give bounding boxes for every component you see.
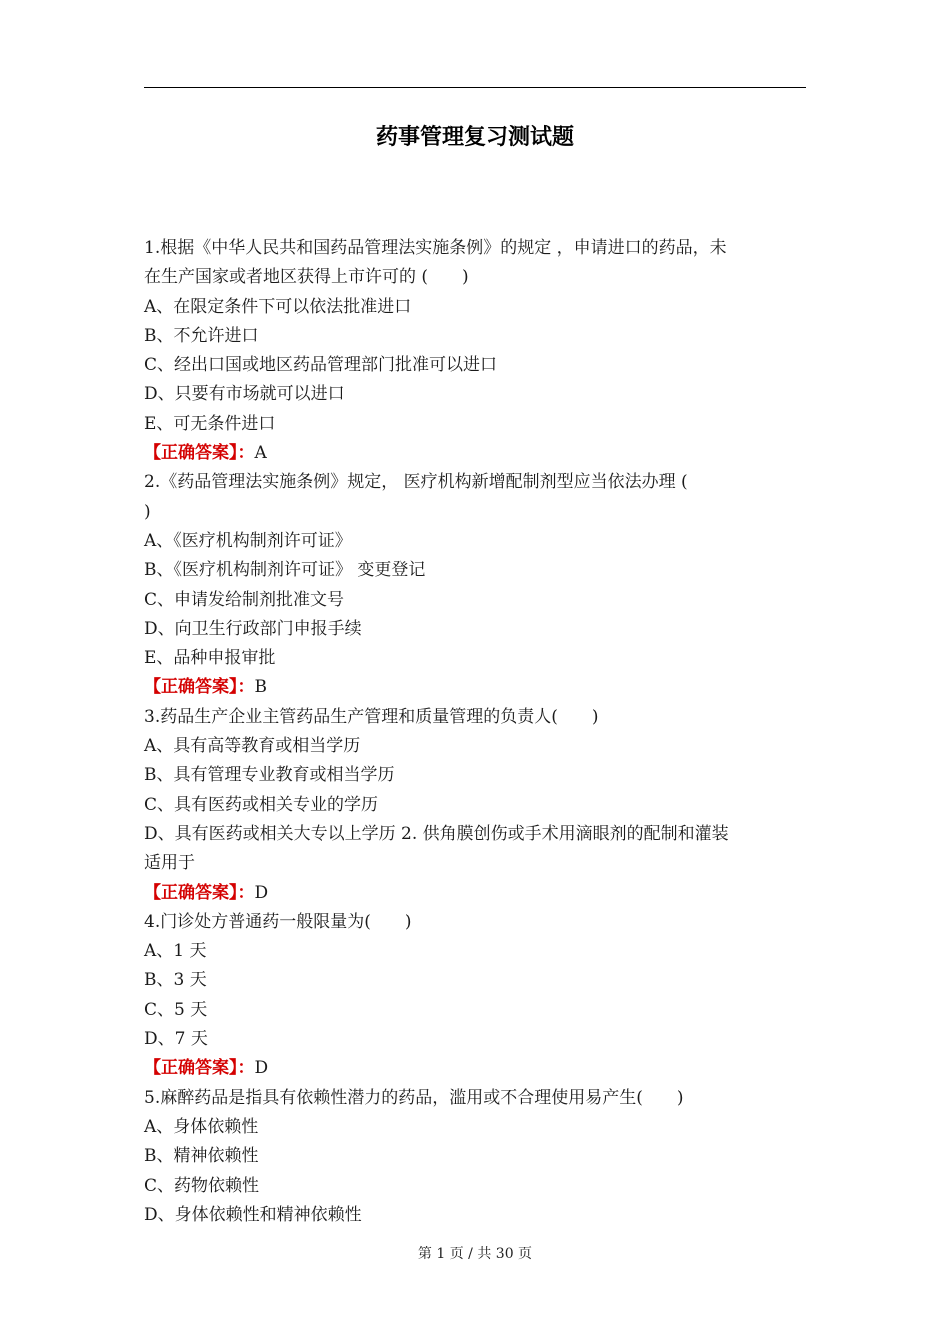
- question: [144, 703, 808, 908]
- document-title: 药事管理复习测试题: [375, 125, 574, 150]
- option-a: A、在限定条件下可以依法批准进口: [144, 296, 412, 317]
- option-a: A、《医疗机构制剂许可证》: [144, 530, 352, 551]
- question-stem-line: 在生产国家或者地区获得上市许可的 ( ): [144, 267, 469, 288]
- question-stem-line: ): [144, 501, 151, 522]
- question-stem-line: 4.门诊处方普通药一般限量为( ): [144, 911, 412, 932]
- option-b: B、不允许进口: [144, 325, 259, 346]
- question: [144, 234, 808, 468]
- answer-value: D: [254, 1058, 269, 1079]
- option-c: C、申请发给制剂批准文号: [144, 589, 345, 610]
- question-stem-line: 3.药品生产企业主管药品生产管理和质量管理的负责人( ): [144, 706, 599, 727]
- option-b: B、精神依赖性: [144, 1146, 259, 1167]
- answer-line: [144, 439, 808, 468]
- header-rule: [144, 87, 806, 88]
- option-b: B、具有管理专业教育或相当学历: [144, 765, 395, 786]
- answer-value: B: [254, 677, 267, 698]
- option-b: B、3 天: [144, 970, 207, 991]
- option-d: D、具有医药或相关大专以上学历 2. 供角膜创伤或手术用滴眼剂的配制和灌装: [144, 823, 729, 844]
- option-d: D、向卫生行政部门申报手续: [144, 618, 362, 639]
- question-stem-line: 5.麻醉药品是指具有依赖性潜力的药品，滥用或不合理使用易产生( ): [144, 1087, 684, 1108]
- answer-label: 【正确答案】：: [144, 1058, 255, 1079]
- question-stem-line: 1.根据《中华人民共和国药品管理法实施条例》的规定 ，申请进口的药品，未: [144, 238, 727, 258]
- question: [144, 908, 808, 1084]
- answer-value: D: [254, 882, 269, 903]
- question: [144, 1084, 808, 1230]
- option-b: B、《医疗机构制剂许可证》 变更登记: [144, 560, 426, 581]
- option-e: E、品种申报审批: [144, 648, 276, 669]
- option-e: E、可无条件进口: [144, 413, 276, 434]
- option-c: C、药物依赖性: [144, 1175, 260, 1196]
- answer-value: A: [254, 443, 267, 464]
- option-d: D、只要有市场就可以进口: [144, 384, 345, 405]
- option-a: A、身体依赖性: [144, 1116, 259, 1137]
- option-d-continuation: 适用于: [144, 853, 195, 874]
- option-a: A、1 天: [144, 941, 207, 962]
- question: [144, 468, 808, 702]
- option-c: C、5 天: [144, 999, 208, 1020]
- option-c: C、具有医药或相关专业的学历: [144, 794, 379, 815]
- option-d: D、身体依赖性和精神依赖性: [144, 1204, 362, 1225]
- answer-line: [144, 879, 808, 908]
- question-stem-line: 2.《药品管理法实施条例》规定， 医疗机构新增配制剂型应当依法办理 (: [144, 472, 688, 493]
- answer-label: 【正确答案】：: [144, 882, 255, 903]
- option-c: C、经出口国或地区药品管理部门批准可以进口: [144, 355, 498, 376]
- page-number: 第 1 页 / 共 30 页: [417, 1246, 533, 1262]
- answer-label: 【正确答案】：: [144, 443, 255, 464]
- answer-line: [144, 1054, 808, 1083]
- answer-line: [144, 673, 808, 702]
- option-d: D、7 天: [144, 1029, 208, 1050]
- answer-label: 【正确答案】：: [144, 677, 255, 698]
- question-list: [144, 234, 808, 1230]
- option-a: A、具有高等教育或相当学历: [144, 736, 361, 757]
